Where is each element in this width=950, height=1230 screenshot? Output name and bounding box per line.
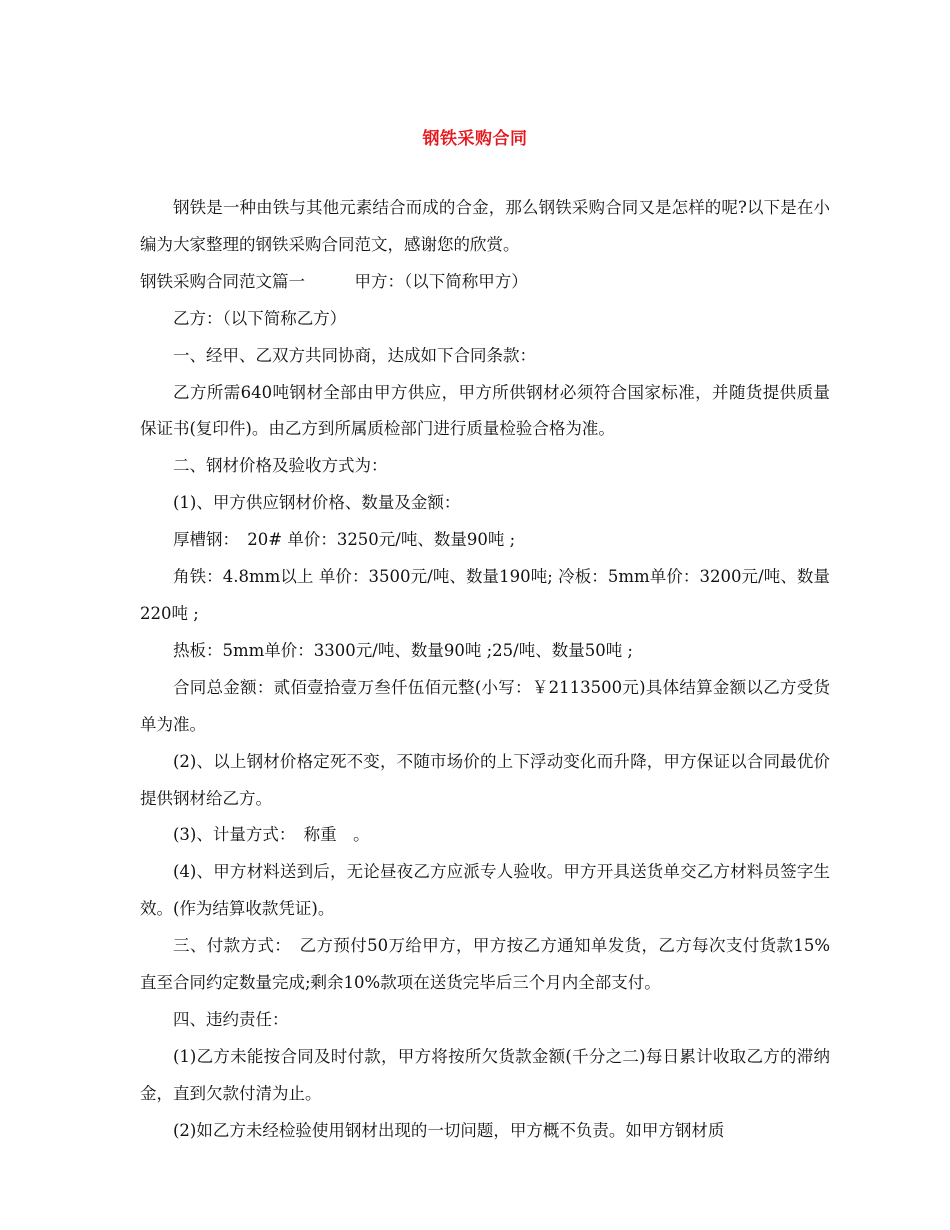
total-amount-line: 合同总金额：贰佰壹拾壹万叁仟伍佰元整(小写：￥2113500元)具体结算金额以乙方受货单为准。 — [140, 677, 830, 734]
clause-2-item-2: (2)、以上钢材价格定死不变，不随市场价的上下浮动变化而升降，甲方保证以合同最优价提供钢材给乙方。 — [140, 751, 830, 808]
clause-2-item-1: (1)、甲方供应钢材价格、数量及金额： — [173, 493, 461, 513]
price-line-channel-steel: 厚槽钢： 20# 单价：3250元/吨、数量90吨 ; — [173, 530, 516, 550]
party-b-line: 乙方：（以下简称乙方） — [173, 308, 347, 328]
price-line-angle-cold-plate: 角铁：4.8mm以上 单价：3500元/吨、数量190吨; 冷板：5mm单价：3200元/吨、数量220吨 ; — [140, 567, 830, 623]
clause-2-item-4: (4)、甲方材料送到后，无论昼夜乙方应派专人验收。甲方开具送货单交乙方材料员签字生效。(作为结算收款凭证)。 — [140, 862, 830, 919]
clause-3-payment: 三、付款方式： 乙方预付50万给甲方，甲方按乙方通知单发货，乙方每次支付货款15%直至合同约定数量完成;剩余10%款项在送货完毕后三个月内全部支付。 — [140, 936, 830, 993]
clause-4-item-1: (1)乙方未能按合同及时付款，甲方将按所欠货款金额(千分之二)每日累计收取乙方的滞纳金，直到欠款付清为止。 — [140, 1046, 830, 1103]
clause-2-item-3: (3)、计量方式： 称重 。 — [173, 825, 370, 845]
clause-4-item-2: (2)如乙方未经检验使用钢材出现的一切问题，甲方概不负责。如甲方钢材质 — [173, 1120, 725, 1140]
section-heading-party-a: 钢铁采购合同范文篇一 甲方：（以下简称甲方） — [140, 271, 528, 291]
clause-1-heading: 一、经甲、乙双方共同协商，达成如下合同条款： — [173, 345, 536, 365]
document-title: 钢铁采购合同 — [422, 129, 528, 149]
intro-paragraph: 钢铁是一种由铁与其他元素结合而成的合金，那么钢铁采购合同又是怎样的呢?以下是在小编为大家整理的钢铁采购合同范文，感谢您的欣赏。 — [140, 198, 830, 254]
clause-4-heading: 四、违约责任： — [173, 1009, 289, 1029]
price-line-hot-plate: 热板：5mm单价：3300元/吨、数量90吨 ;25/吨、数量50吨 ; — [173, 640, 633, 660]
document-body — [140, 190, 830, 1150]
clause-1-body: 乙方所需640吨钢材全部由甲方供应，甲方所供钢材必须符合国家标准，并随货提供质量保证书(复印件)。由乙方到所属质检部门进行质量检验合格为准。 — [140, 382, 830, 439]
clause-2-heading: 二、钢材价格及验收方式为： — [173, 456, 388, 476]
